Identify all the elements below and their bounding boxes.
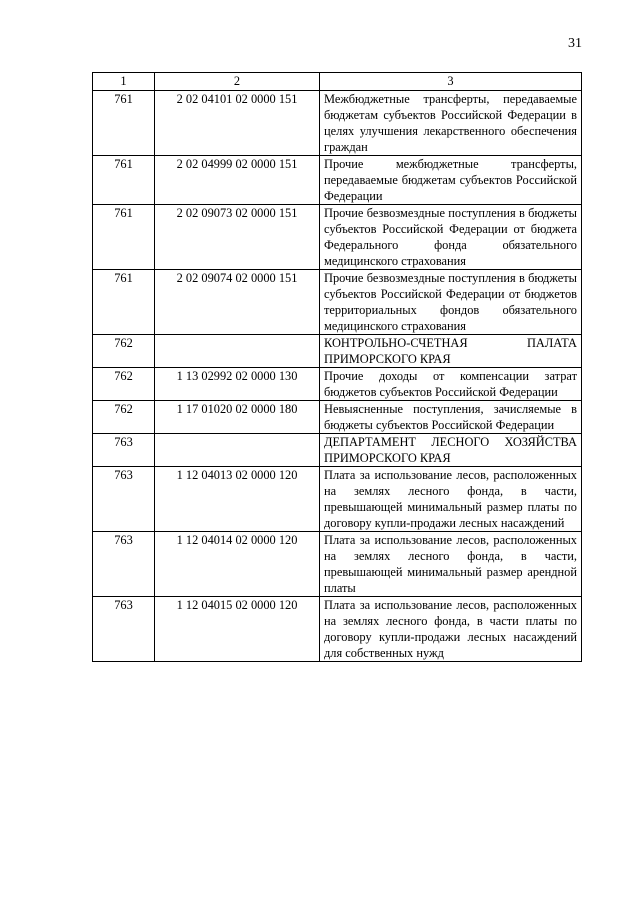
table-header-row (93, 73, 582, 91)
table-row (93, 205, 582, 270)
administrator-code-cell: 763 (93, 467, 155, 532)
table-row (93, 597, 582, 662)
revenue-name-cell: Плата за использование лесов, расположенных на землях лесного фонда, в части, превышающей минимальный размер арендной платы (320, 532, 582, 597)
revenue-name-cell: Плата за использование лесов, расположенных на землях лесного фонда, в части, превышающей минимальный размер платы по договору купли-продажи лесных насаждений (320, 467, 582, 532)
administrator-name-cell: ДЕПАРТАМЕНТ ЛЕСНОГО ХОЗЯЙСТВА ПРИМОРСКОГО КРАЯ (320, 434, 582, 467)
administrator-code-cell: 762 (93, 368, 155, 401)
revenue-name-cell: Прочие межбюджетные трансферты, передаваемые бюджетам субъектов Российской Федерации (320, 156, 582, 205)
table-row (93, 270, 582, 335)
table-row (93, 532, 582, 597)
budget-code-cell: 1 17 01020 02 0000 180 (155, 401, 320, 434)
administrator-code-cell: 763 (93, 597, 155, 662)
table-row (93, 467, 582, 532)
budget-code-cell: 1 12 04014 02 0000 120 (155, 532, 320, 597)
budget-code-cell: 1 12 04015 02 0000 120 (155, 597, 320, 662)
revenue-name-cell: Плата за использование лесов, расположенных на землях лесного фонда, в части платы по договору купли-продажи лесных насаждений для собственных нужд (320, 597, 582, 662)
budget-code-cell (155, 335, 320, 368)
revenue-name-cell: Невыясненные поступления, зачисляемые в бюджеты субъектов Российской Федерации (320, 401, 582, 434)
administrator-code-cell: 762 (93, 401, 155, 434)
revenue-name-cell: Прочие доходы от компенсации затрат бюджетов субъектов Российской Федерации (320, 368, 582, 401)
budget-code-cell: 2 02 09073 02 0000 151 (155, 205, 320, 270)
administrator-code-cell: 763 (93, 532, 155, 597)
revenue-name-cell: Межбюджетные трансферты, передаваемые бюджетам субъектов Российской Федерации в целях улучшения лекарственного обеспечения граждан (320, 91, 582, 156)
administrator-name-cell: КОНТРОЛЬНО-СЧЕТНАЯ ПАЛАТА ПРИМОРСКОГО КРАЯ (320, 335, 582, 368)
column-header-3: 3 (320, 73, 582, 91)
budget-code-cell: 2 02 04999 02 0000 151 (155, 156, 320, 205)
table-row (93, 434, 582, 467)
table-row (93, 156, 582, 205)
budget-code-cell: 1 12 04013 02 0000 120 (155, 467, 320, 532)
table-row (93, 335, 582, 368)
column-header-1: 1 (93, 73, 155, 91)
budget-classification-table (92, 72, 582, 662)
budget-code-cell: 1 13 02992 02 0000 130 (155, 368, 320, 401)
page-number: 31 (568, 36, 582, 51)
table-row (93, 368, 582, 401)
administrator-code-cell: 761 (93, 270, 155, 335)
revenue-name-cell: Прочие безвозмездные поступления в бюджеты субъектов Российской Федерации от бюджета Федерального фонда обязательного медицинского страхования (320, 205, 582, 270)
budget-code-cell: 2 02 09074 02 0000 151 (155, 270, 320, 335)
budget-code-cell: 2 02 04101 02 0000 151 (155, 91, 320, 156)
budget-code-cell (155, 434, 320, 467)
column-header-2: 2 (155, 73, 320, 91)
administrator-code-cell: 763 (93, 434, 155, 467)
table-row (93, 401, 582, 434)
administrator-code-cell: 761 (93, 91, 155, 156)
administrator-code-cell: 761 (93, 205, 155, 270)
administrator-code-cell: 762 (93, 335, 155, 368)
table-row (93, 91, 582, 156)
administrator-code-cell: 761 (93, 156, 155, 205)
revenue-name-cell: Прочие безвозмездные поступления в бюджеты субъектов Российской Федерации от бюджетов территориальных фондов обязательного медицинского страхования (320, 270, 582, 335)
